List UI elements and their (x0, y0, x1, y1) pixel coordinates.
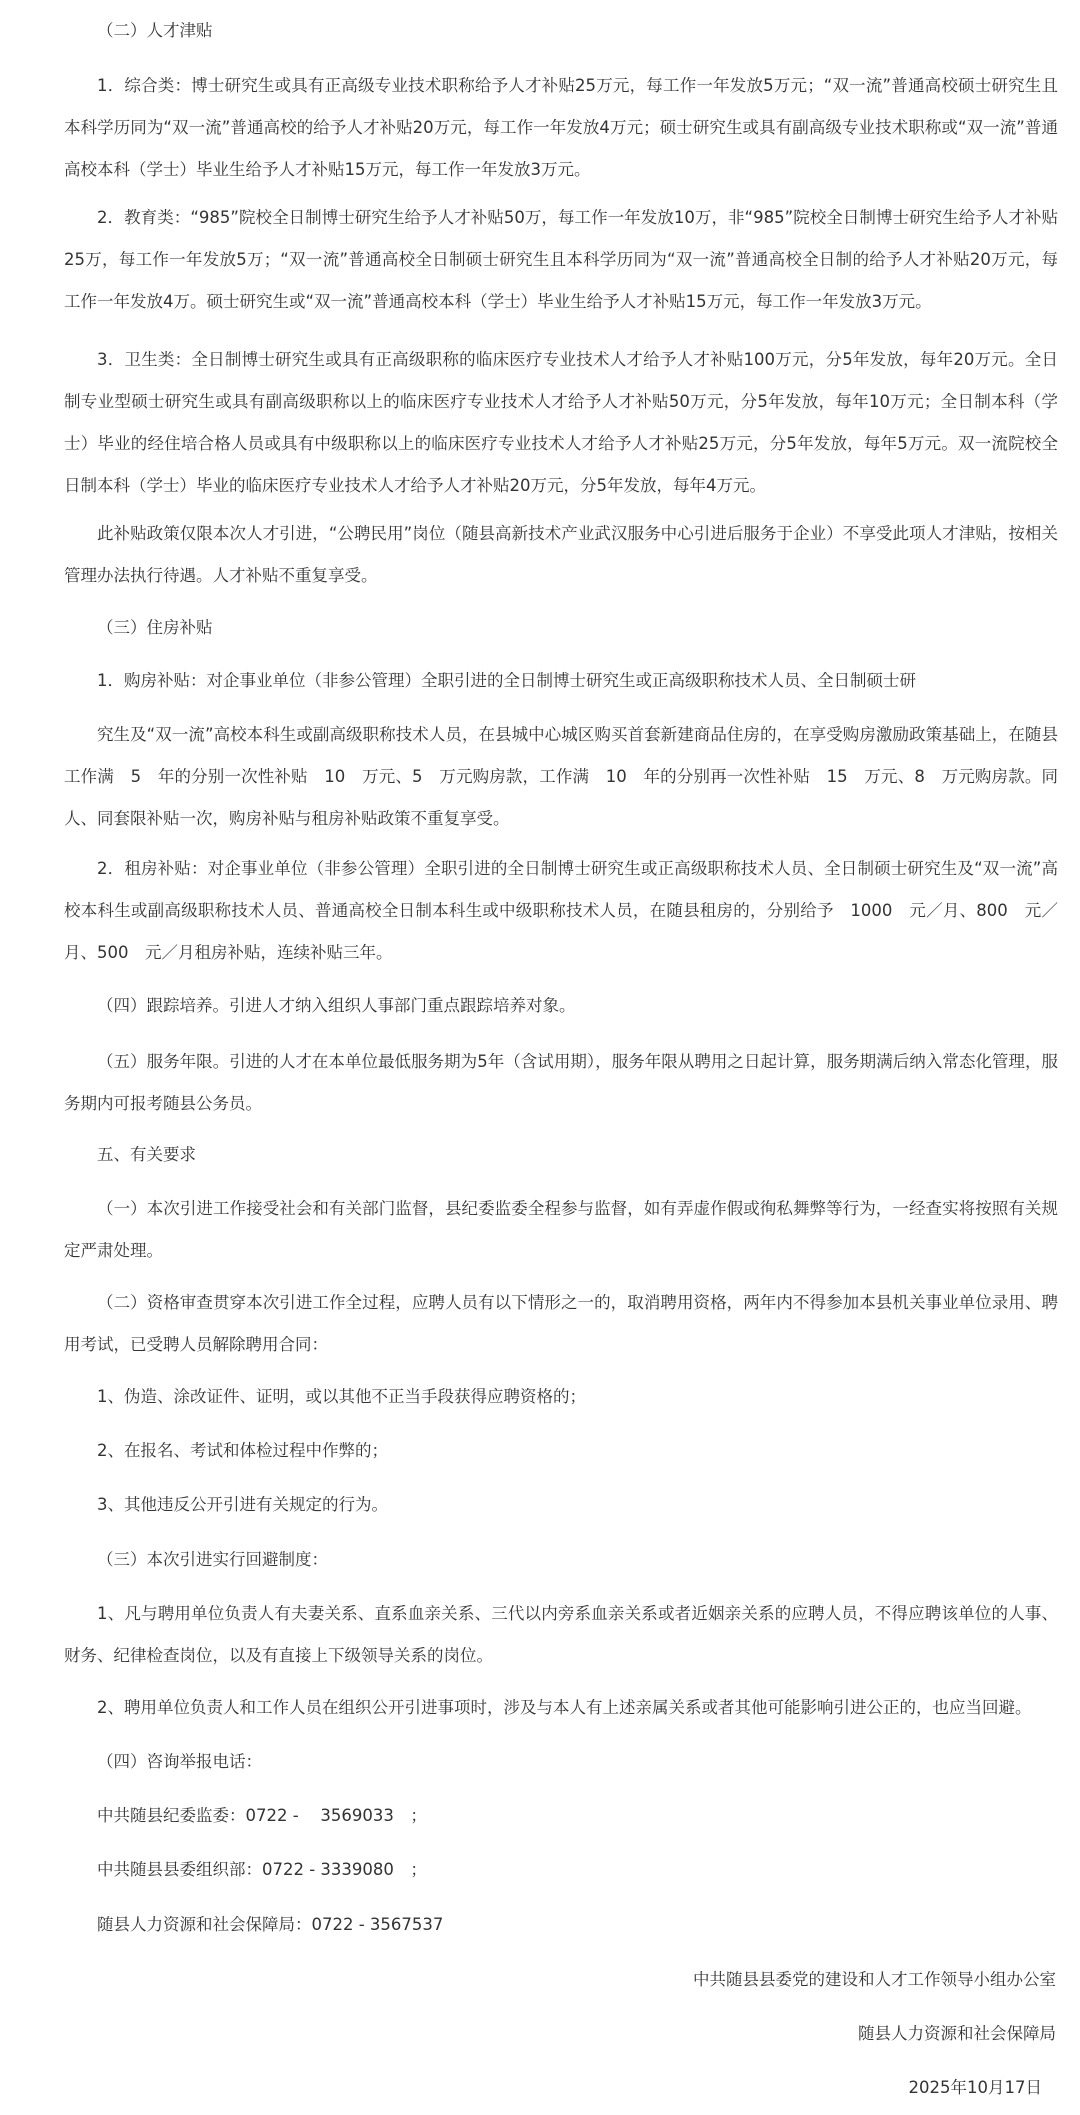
paragraph-talent-health: 3．卫生类：全日制博士研究生或具有正高级职称的临床医疗专业技术人才给予人才补贴100万元，分5年发放，每年20万元。全日制专业型硕士研究生或具有副高级职称以上的临床医疗专业技术人才给予人才补贴50万元，分5年发放，每年10万元；全日制本科（学士）毕业的经住培合格人员或具有中级职称以上的临床医疗专业技术人才给予人才补贴25万元，分5年发放，每年5万元。双一流院校全日制本科（学士）毕业的临床医疗专业技术人才给予人才补贴20万元，分5年发放，每年4万元。 (64, 350, 1058, 495)
paragraph-talent-note: 此补贴政策仅限本次人才引进，“公聘民用”岗位（随县高新技术产业武汉服务中心引进后服务于企业）不享受此项人才津贴，按相关管理办法执行待遇。人才补贴不重复享受。 (64, 524, 1058, 585)
paragraph-service-term: （五）服务年限。引进的人才在本单位最低服务期为5年（含试用期），服务年限从聘用之日起计算，服务期满后纳入常态化管理，服务期内可报考随县公务员。 (64, 1052, 1058, 1113)
phone-hr-bureau: 随县人力资源和社会保障局：0722 - 3567537 (97, 1915, 444, 1934)
list-item-avoidance-relatives: 1、凡与聘用单位负责人有夫妻关系、直系血亲关系、三代以内旁系血亲关系或者近姻亲关系的应聘人员，不得应聘该单位的人事、财务、纪律检查岗位，以及有直接上下级领导关系的岗位。 (64, 1604, 1058, 1665)
paragraph-req-avoidance: （三）本次引进实行回避制度： (97, 1550, 328, 1569)
paragraph-housing-purchase: 究生及“双一流”高校本科生或副高级职称技术人员，在县城中心城区购买首套新建商品住房的，在享受购房激励政策基础上，在随县工作满 5 年的分别一次性补贴 10 万元、5 万元购房款，工作满 10 年的分别再一次性补贴 15 万元、8 万元购房款。同人、同套限补贴一次，购房补贴与租房补贴政策不重复享受。 (64, 725, 1058, 828)
paragraph-tracking: （四）跟踪培养。引进人才纳入组织人事部门重点跟踪培养对象。 (97, 996, 576, 1015)
list-item-req-violation: 3、其他违反公开引进有关规定的行为。 (97, 1495, 388, 1514)
issuer-hr-bureau: 随县人力资源和社会保障局 (858, 2024, 1056, 2043)
issuer-party-office: 中共随县县委党的建设和人才工作领导小组办公室 (693, 1970, 1056, 1989)
list-item-avoidance-staff: 2、聘用单位负责人和工作人员在组织公开引进事项时，涉及与本人有上述亲属关系或者其他可能影响引进公正的，也应当回避。 (97, 1698, 1032, 1717)
section-heading-requirements: 五、有关要求 (97, 1145, 196, 1164)
paragraph-housing-purchase-line1: 1．购房补贴：对企事业单位（非参公管理）全职引进的全日制博士研究生或正高级职称技术人员、全日制硕士研 (97, 671, 916, 690)
list-item-req-forgery: 1、伪造、涂改证件、证明，或以其他不正当手段获得应聘资格的； (97, 1387, 586, 1406)
paragraph-req-hotline: （四）咨询举报电话： (97, 1752, 262, 1771)
phone-organization-dept: 中共随县县委组织部：0722 - 3339080 ； (97, 1860, 427, 1879)
paragraph-req-qualification: （二）资格审查贯穿本次引进工作全过程，应聘人员有以下情形之一的，取消聘用资格，两年内不得参加本县机关事业单位录用、聘用考试，已受聘人员解除聘用合同： (64, 1293, 1058, 1354)
issue-date: 2025年10月17日 (908, 2078, 1042, 2097)
phone-discipline-commission: 中共随县纪委监委：0722 - 3569033 ； (97, 1806, 427, 1825)
paragraph-talent-comprehensive: 1．综合类：博士研究生或具有正高级专业技术职称给予人才补贴25万元，每工作一年发放5万元；“双一流”普通高校硕士研究生且本科学历同为“双一流”普通高校的给予人才补贴20万元，每工作一年发放4万元；硕士研究生或具有副高级专业技术职称或“双一流”普通高校本科（学士）毕业生给予人才补贴15万元，每工作一年发放3万元。 (64, 76, 1058, 179)
paragraph-talent-education: 2．教育类：“985”院校全日制博士研究生给予人才补贴50万，每工作一年发放10万，非“985”院校全日制博士研究生给予人才补贴25万，每工作一年发放5万；“双一流”普通高校全日制硕士研究生且本科学历同为“双一流”普通高校全日制的给予人才补贴20万元，每工作一年发放4万。硕士研究生或“双一流”普通高校本科（学士）毕业生给予人才补贴15万元，每工作一年发放3万元。 (64, 208, 1058, 311)
paragraph-housing-rent: 2．租房补贴：对企事业单位（非参公管理）全职引进的全日制博士研究生或正高级职称技术人员、全日制硕士研究生及“双一流”高校本科生或副高级职称技术人员、普通高校全日制本科生或中级职称技术人员，在随县租房的，分别给予 1000 元／月、800 元／月、500 元／月租房补贴，连续补贴三年。 (64, 859, 1058, 962)
section-heading-talent-allowance: （二）人才津贴 (97, 21, 213, 40)
list-item-req-cheating: 2、在报名、考试和体检过程中作弊的； (97, 1441, 388, 1460)
section-heading-housing: （三）住房补贴 (97, 618, 213, 637)
paragraph-req-supervision: （一）本次引进工作接受社会和有关部门监督，县纪委监委全程参与监督，如有弄虚作假或徇私舞弊等行为，一经查实将按照有关规定严肃处理。 (64, 1199, 1058, 1260)
